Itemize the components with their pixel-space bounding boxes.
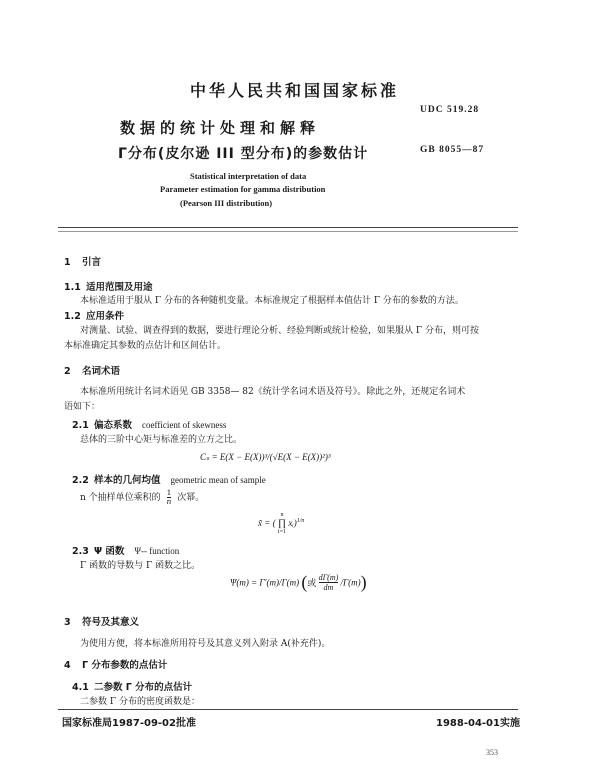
section-title: 引言	[82, 257, 102, 268]
section-4-1-text: 二参数 Γ 分布的密度函数是：	[80, 697, 200, 707]
psi-formula: Ψ(m) = Γ′(m)/Γ(m) (或 $\frac{d\Gamma(m)}{dm}$ /Γ(m))	[230, 572, 367, 592]
section-title: 样本的几何均值	[94, 475, 161, 486]
section-2-3-text: Γ 函数的导数与 Γ 函数之比。	[80, 561, 201, 571]
udc-code: UDC 519.28	[420, 105, 480, 115]
section-number: 2.3	[72, 546, 89, 557]
formula-left: x̃ = (	[258, 518, 276, 529]
section-2-1-text: 总体的三阶中心矩与标准差的立方之比。	[80, 435, 243, 445]
section-4-heading	[64, 657, 167, 671]
section-1-2-text-line-2: 本标准确定其参数的点估计和区间估计。	[64, 341, 227, 351]
product-symbol: ∏	[277, 518, 287, 529]
standard-org: 中华人民共和国国家标准	[190, 81, 400, 100]
derivative-denominator: dm	[323, 583, 334, 592]
footer-rule	[58, 709, 518, 710]
section-title: Ψ 函数	[94, 546, 125, 557]
skewness-formula: Cₛ = E(X − E(X))³/(√E(X − E(X))²)³	[200, 452, 331, 462]
section-4-1-heading	[72, 679, 192, 693]
english-term: geometric mean of sample	[170, 475, 266, 485]
section-number: 1.1	[64, 282, 81, 293]
document-title: 数据的统计处理和解释	[120, 119, 321, 137]
fraction	[167, 489, 172, 506]
header-rule-bottom	[58, 231, 518, 232]
english-title-line-2: Parameter estimation for gamma distribution	[160, 184, 326, 194]
section-number: 2.1	[72, 420, 89, 431]
section-2-3-heading	[72, 543, 179, 557]
effective-date: 1988-04-01实施	[436, 718, 520, 729]
formula-right: /Γ(m)	[340, 577, 361, 588]
section-2-2-heading	[72, 472, 266, 486]
section-3-heading	[64, 614, 139, 628]
section-number: 2.2	[72, 475, 89, 486]
section-number: 1.2	[64, 311, 81, 322]
approval-date: 国家标准局1987-09-02批准	[62, 718, 196, 729]
geometric-mean-formula	[258, 512, 304, 536]
derivative-fraction	[319, 573, 339, 592]
section-number: 4.1	[72, 682, 89, 693]
section-1-1-text: 本标准适用于服从 Γ 分布的各种随机变量。本标准规定了根据样本值估计 Γ 分布的参数的方法。	[80, 296, 464, 306]
section-title: 适用范围及用途	[86, 282, 153, 293]
formula-exponent: 1/n	[296, 518, 305, 525]
section-3-text: 为使用方便，将本标准所用符号及其意义列入附录 A(补充件)。	[80, 639, 331, 649]
header-rule-top	[58, 227, 518, 228]
formula-left: Ψ(m) = Γ′(m)/Γ(m)	[230, 577, 300, 588]
text-part: 次幂。	[177, 493, 205, 503]
section-number: 3	[64, 617, 71, 628]
section-2-text-line-2: 语如下：	[64, 402, 101, 412]
section-1-1-heading	[64, 279, 153, 293]
derivative-numerator: dΓ(m)	[318, 573, 339, 582]
section-1-2-text-line-1: 对测量、试验、调查得到的数据，要进行理论分析、经验判断或统计检验，如果服从 Γ 分布，则可按	[80, 326, 479, 336]
fraction-numerator: 1	[166, 488, 172, 497]
english-title-line-1: Statistical interpretation of data	[190, 171, 307, 181]
product-lower: i=1	[277, 529, 286, 535]
section-title: 二参数 Γ 分布的点估计	[94, 682, 193, 693]
section-2-2-text	[80, 489, 204, 506]
formula-or: 或	[307, 578, 317, 588]
product-upper: n	[280, 512, 284, 518]
section-2-text-line-1: 本标准所用统计名词术语见 GB 3358— 82《统计学名词术语及符号》。除此之外，还规定名词术	[80, 387, 466, 397]
section-2-heading	[64, 363, 120, 377]
section-title: 名词术语	[82, 366, 121, 377]
section-title: 应用条件	[86, 311, 125, 322]
formula-right: xᵢ)	[288, 518, 297, 529]
section-title: Γ 分布参数的点估计	[82, 660, 168, 671]
document-subtitle: Γ分布(皮尔逊 III 型分布)的参数估计	[118, 146, 369, 162]
section-number: 4	[64, 660, 71, 671]
section-1-heading	[64, 254, 101, 268]
page-number: 353	[486, 748, 498, 757]
english-term: Ψ-- function	[134, 546, 180, 556]
section-title: 偏态系数	[94, 420, 133, 431]
product-operator	[278, 512, 286, 536]
section-number: 2	[64, 366, 71, 377]
english-title-line-3: (Pearson III distribution)	[180, 198, 273, 208]
english-term: coefficient of skewness	[142, 420, 227, 430]
gb-code: GB 8055—87	[420, 145, 485, 155]
section-number: 1	[64, 257, 71, 268]
section-2-1-heading	[72, 417, 226, 431]
section-1-2-heading	[64, 308, 124, 322]
text-part: n 个抽样单位乘积的	[80, 493, 161, 503]
fraction-denominator: n	[166, 497, 172, 506]
section-title: 符号及其意义	[82, 617, 140, 628]
